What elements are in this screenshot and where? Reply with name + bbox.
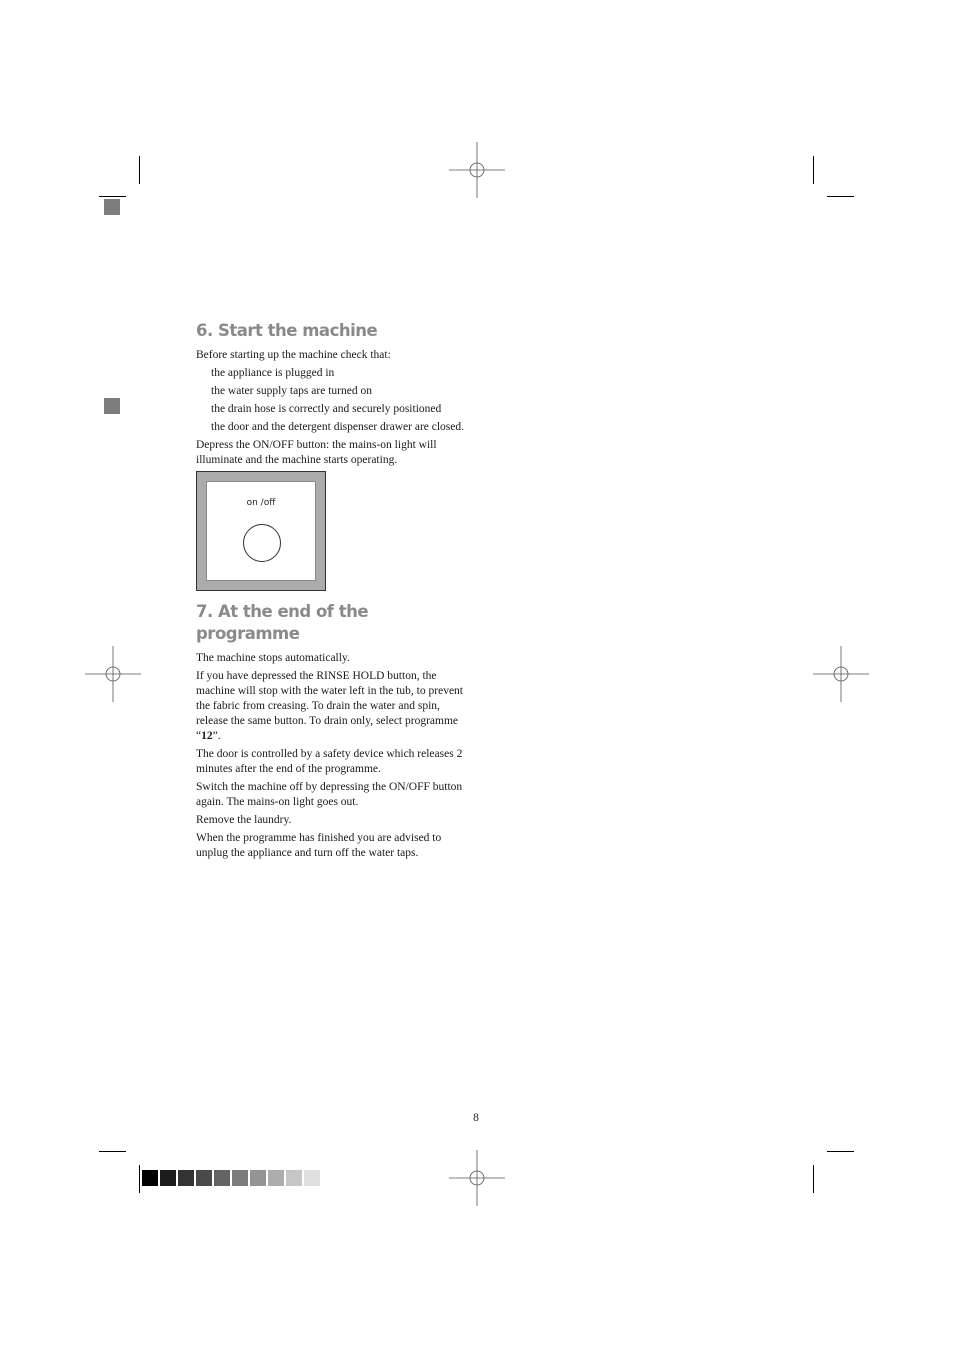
color-bar-swatch — [304, 1170, 320, 1186]
color-bar-swatch — [268, 1170, 284, 1186]
end-paragraph-6: When the programme has finished you are advised to unplug the appliance and turn off the water taps. — [196, 832, 442, 859]
section-heading-end-programme: 7. At the end of the programme — [196, 602, 369, 643]
checklist-item: the water supply taps are turned on — [211, 385, 372, 397]
end-paragraph-4: Switch the machine off by depressing the ON/OFF button again. The mains-on light goes out. — [196, 781, 463, 808]
checklist-item: the appliance is plugged in — [211, 367, 335, 379]
end-paragraph-3: The door is controlled by a safety device which releases 2 minutes after the end of the programme. — [196, 748, 463, 775]
page-content — [196, 320, 464, 864]
control-panel-illustration — [206, 481, 316, 581]
color-bar-swatch — [286, 1170, 302, 1186]
section-heading-start-machine: 6. Start the machine — [196, 321, 378, 340]
end-paragraph-2 — [196, 669, 464, 744]
margin-marker-square — [104, 398, 120, 414]
end-paragraph-5: Remove the laundry. — [196, 814, 292, 826]
print-color-bar — [142, 1170, 322, 1186]
color-bar-swatch — [232, 1170, 248, 1186]
end-paragraph-1: The machine stops automatically. — [196, 652, 350, 664]
on-off-button-illustration — [196, 471, 326, 591]
checklist-item: the door and the detergent dispenser drawer are closed. — [211, 421, 465, 433]
page-number: 8 — [473, 1112, 479, 1124]
crop-mark-bottom-left-vertical — [139, 1165, 140, 1193]
crop-mark-bottom-right-vertical — [813, 1165, 814, 1193]
crop-mark-top-left-horizontal — [99, 196, 126, 197]
crop-mark-top-right-vertical — [813, 156, 814, 184]
rinse-hold-text-end: ”. — [212, 730, 221, 742]
color-bar-swatch — [196, 1170, 212, 1186]
crop-mark-bottom-left-horizontal — [99, 1151, 126, 1152]
pre-start-checklist — [196, 366, 464, 435]
margin-marker-square — [104, 199, 120, 215]
registration-mark-icon — [813, 646, 869, 702]
color-bar-swatch — [250, 1170, 266, 1186]
on-off-button-icon — [243, 524, 281, 562]
registration-mark-icon — [449, 142, 505, 198]
color-bar-swatch — [142, 1170, 158, 1186]
start-instruction: Depress the ON/OFF button: the mains-on light will illuminate and the machine starts operating. — [196, 439, 437, 466]
registration-mark-icon — [85, 646, 141, 702]
color-bar-swatch — [160, 1170, 176, 1186]
on-off-label: on /off — [246, 498, 276, 508]
checklist-item: the drain hose is correctly and securely positioned — [211, 403, 442, 415]
crop-mark-top-right-horizontal — [827, 196, 854, 197]
color-bar-swatch — [214, 1170, 230, 1186]
crop-mark-top-left-vertical — [139, 156, 140, 184]
start-intro: Before starting up the machine check that: — [196, 349, 391, 361]
rinse-hold-text: If you have depressed the RINSE HOLD button, the machine will stop with the water left in the tub, to prevent the fabric from creasing. To drain the water and spin, release the same button. To drain only, select programme “ — [196, 670, 463, 742]
registration-mark-icon — [449, 1150, 505, 1206]
programme-number: 12 — [201, 730, 213, 742]
color-bar-swatch — [178, 1170, 194, 1186]
crop-mark-bottom-right-horizontal — [827, 1151, 854, 1152]
